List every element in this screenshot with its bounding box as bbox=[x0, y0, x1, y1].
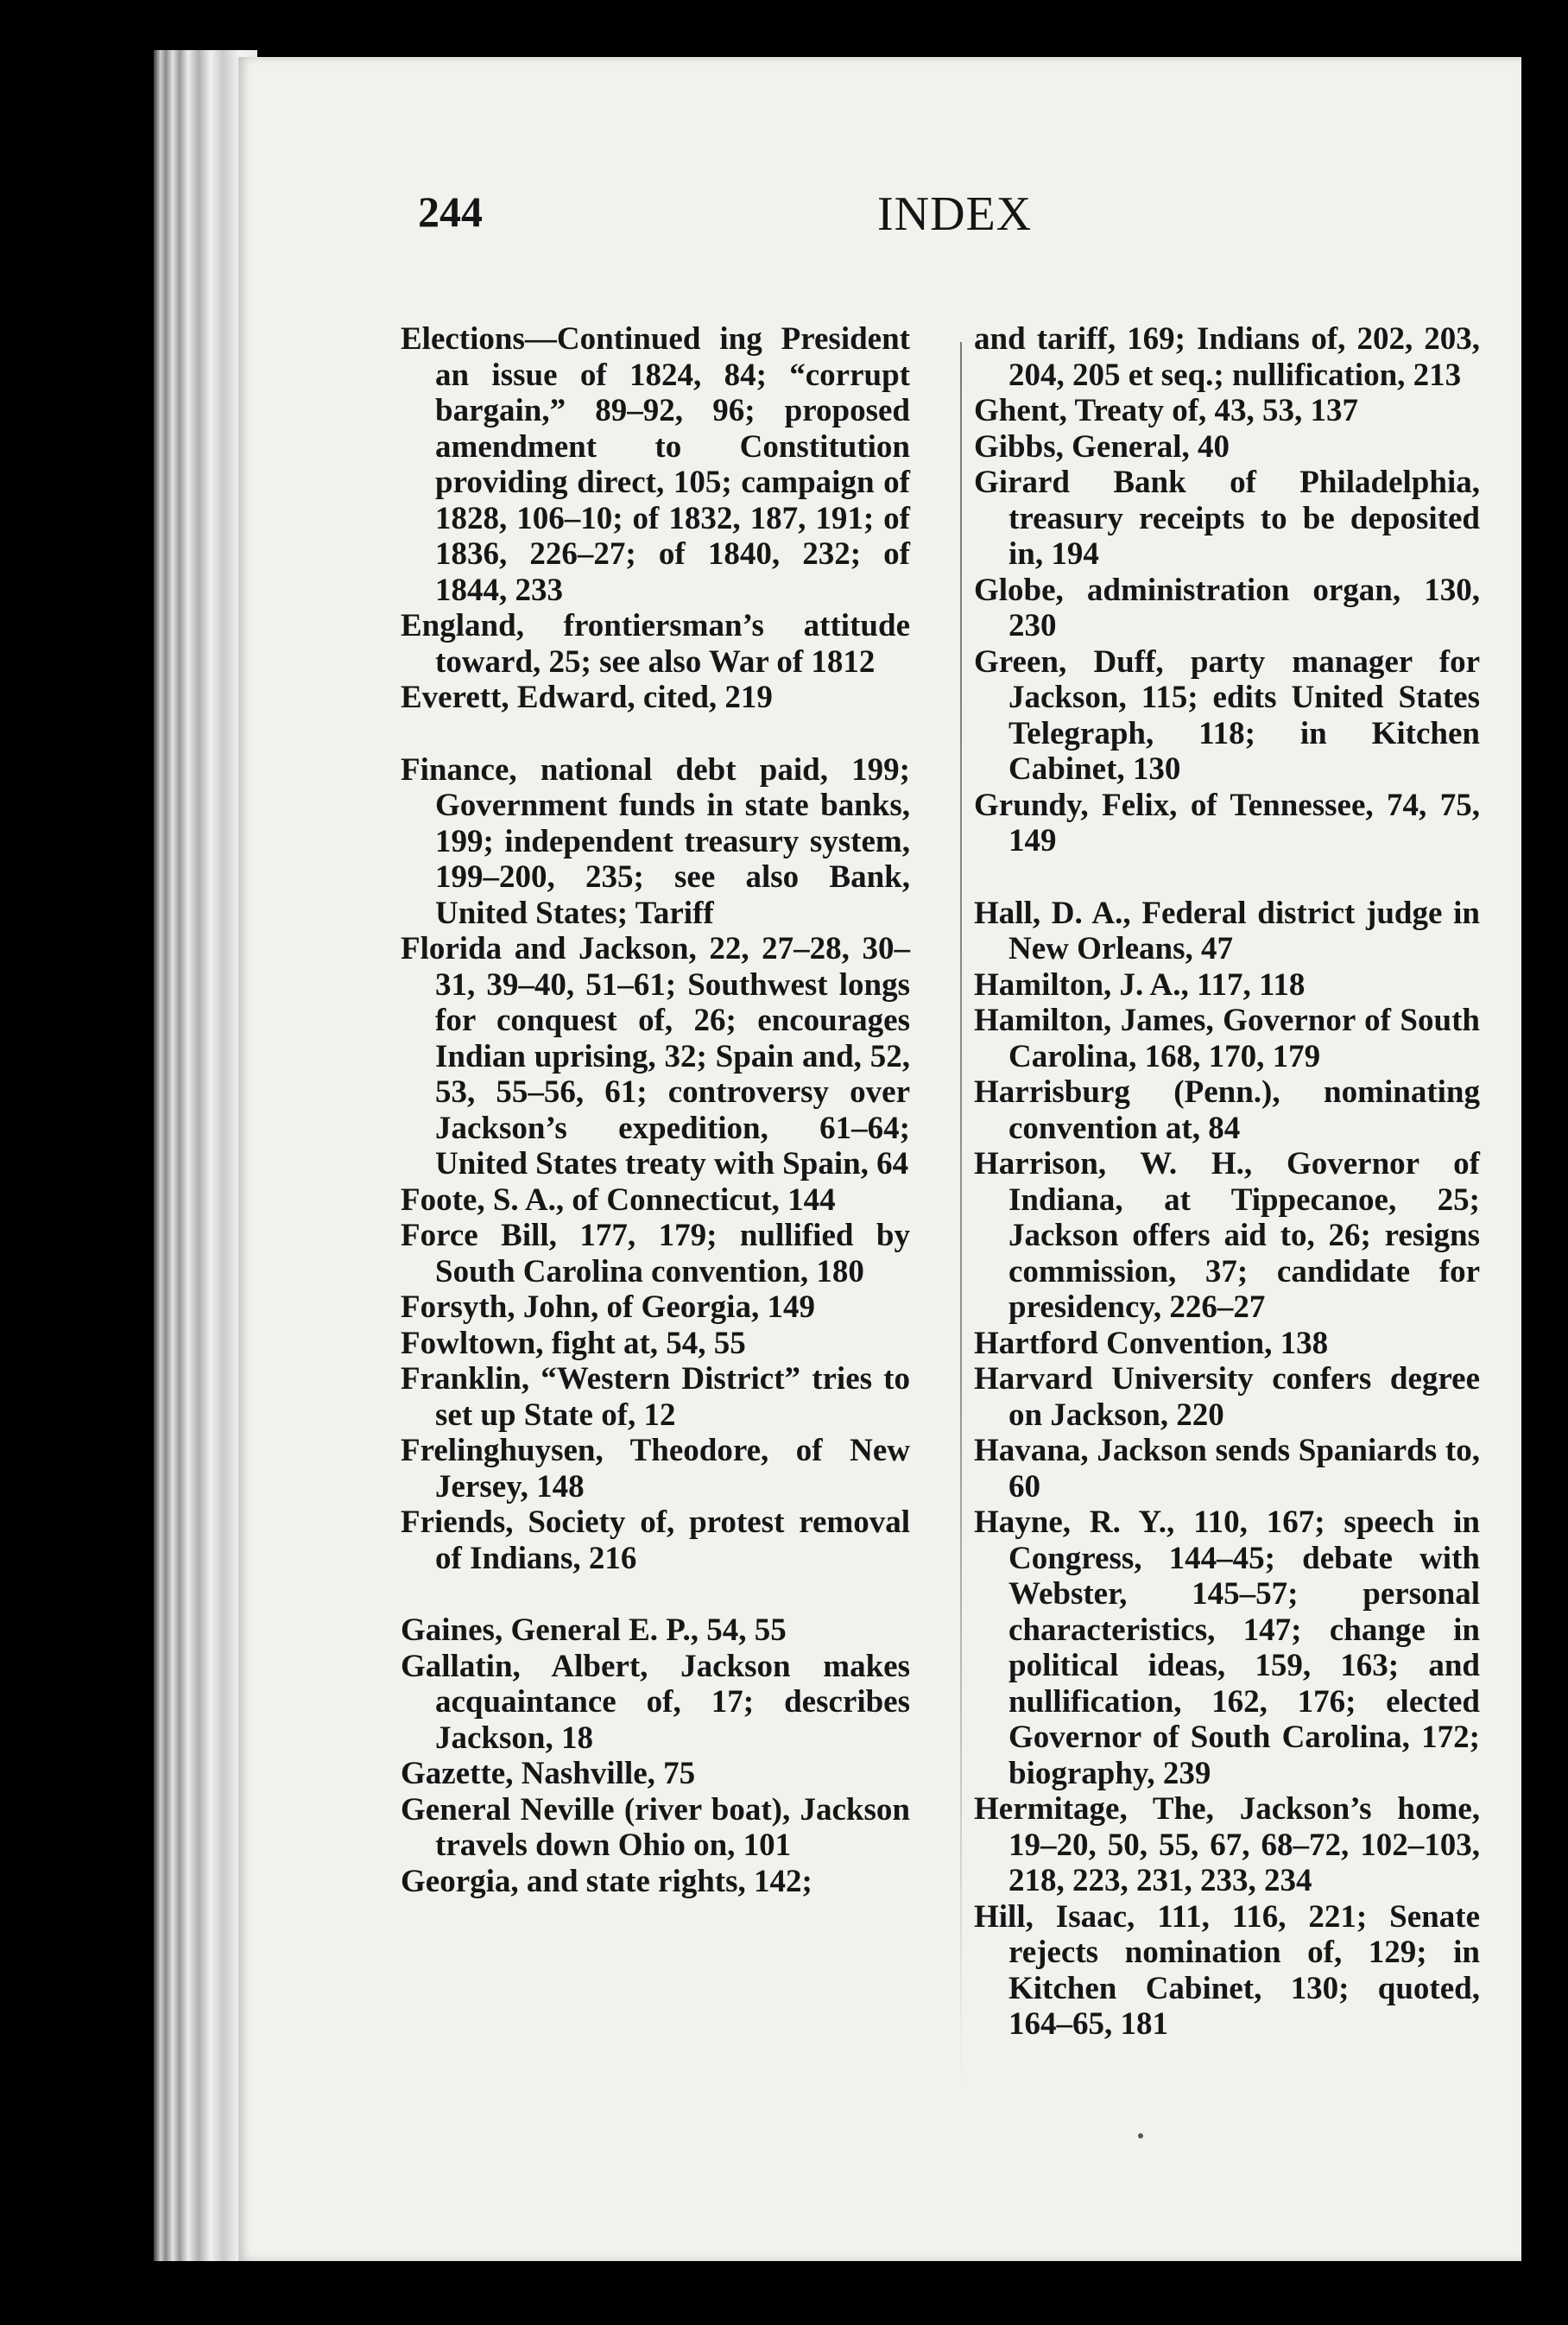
index-entry: Hall, D. A., Federal district judge in New Orleans, 47 bbox=[974, 895, 1480, 966]
index-entry: Frelinghuysen, Theodore, of New Jersey, 148 bbox=[401, 1433, 910, 1505]
running-head: INDEX bbox=[877, 187, 1033, 241]
index-entry: Georgia, and state rights, 142; bbox=[401, 1863, 812, 1899]
section-gap bbox=[401, 1576, 910, 1612]
index-column-left bbox=[401, 321, 910, 1899]
index-entry: England, frontiersman’s attitude toward, 25; see also War of 1812 bbox=[401, 608, 910, 680]
section-gap bbox=[401, 716, 910, 752]
index-entry: Foote, S. A., of Connecticut, 144 bbox=[401, 1182, 836, 1218]
index-entry: Harrisburg (Penn.), nominating convention at, 84 bbox=[974, 1074, 1480, 1146]
index-entry: Force Bill, 177, 179; nullified by South Carolina convention, 180 bbox=[401, 1218, 910, 1289]
index-entry: General Neville (river boat), Jackson travels down Ohio on, 101 bbox=[401, 1791, 910, 1863]
index-entry: Gallatin, Albert, Jackson makes acquaintance of, 17; describes Jackson, 18 bbox=[401, 1648, 910, 1756]
index-entry: Gaines, General E. P., 54, 55 bbox=[401, 1612, 787, 1648]
index-entry: Grundy, Felix, of Tennessee, 74, 75, 149 bbox=[974, 787, 1480, 858]
index-entry: Hartford Convention, 138 bbox=[974, 1325, 1329, 1361]
page-mark bbox=[1138, 2133, 1143, 2138]
page-header bbox=[238, 187, 1521, 256]
index-entry: Girard Bank of Philadelphia, treasury receipts to be deposited in, 194 bbox=[974, 465, 1480, 572]
index-entry: Globe, administration organ, 130, 230 bbox=[974, 572, 1480, 643]
index-entry: Franklin, “Western District” tries to set up State of, 12 bbox=[401, 1361, 910, 1433]
page-number: 244 bbox=[418, 187, 483, 236]
index-entry: Gazette, Nashville, 75 bbox=[401, 1756, 696, 1791]
index-entry: Finance, national debt paid, 199; Government funds in state banks, 199; independent treasury system, 199–200, 235; see also Bank, United States; Tariff bbox=[401, 751, 910, 931]
index-entry: Forsyth, John, of Georgia, 149 bbox=[401, 1289, 815, 1325]
index-column-right bbox=[974, 321, 1480, 2043]
index-entry: Hermitage, The, Jackson’s home, 19–20, 50, 55, 67, 68–72, 102–103, 218, 223, 231, 233, 234 bbox=[974, 1791, 1480, 1898]
index-entry: Friends, Society of, protest removal of Indians, 216 bbox=[401, 1505, 910, 1576]
index-entry: Harrison, W. H., Governor of Indiana, at Tippecanoe, 25; Jackson offers aid to, 26; resigns commission, 37; candidate for presidency, 226–27 bbox=[974, 1146, 1480, 1325]
index-entry: Green, Duff, party manager for Jackson, 115; edits United States Telegraph, 118; in Kitchen Cabinet, 130 bbox=[974, 643, 1480, 787]
index-entry: Hill, Isaac, 111, 116, 221; Senate rejects nomination of, 129; in Kitchen Cabinet, 130; quoted, 164–65, 181 bbox=[974, 1898, 1480, 2042]
index-entry: Hamilton, J. A., 117, 118 bbox=[974, 966, 1306, 1003]
section-gap bbox=[974, 859, 1480, 896]
index-entry: Gibbs, General, 40 bbox=[974, 428, 1230, 465]
book-page bbox=[238, 57, 1521, 2261]
column-divider bbox=[960, 342, 962, 2087]
index-entry: Fowltown, fight at, 54, 55 bbox=[401, 1325, 746, 1361]
index-entry: and tariff, 169; Indians of, 202, 203, 204, 205 et seq.; nullification, 213 bbox=[974, 321, 1480, 393]
index-entry: Florida and Jackson, 22, 27–28, 30–31, 39–40, 51–61; Southwest longs for conquest of, 26; encourages Indian uprising, 32; Spain and, 52, 53, 55–56, 61; controversy over Jackson’s expedition, 61–64; United States treaty with Spain, 64 bbox=[401, 931, 910, 1182]
index-entry: Harvard University confers degree on Jackson, 220 bbox=[974, 1361, 1480, 1433]
index-entry: Everett, Edward, cited, 219 bbox=[401, 680, 773, 715]
index-entry: Havana, Jackson sends Spaniards to, 60 bbox=[974, 1433, 1480, 1505]
index-entry: Hamilton, James, Governor of South Carolina, 168, 170, 179 bbox=[974, 1003, 1480, 1074]
index-entry: Elections—Continued ing President an issue of 1824, 84; “corrupt bargain,” 89–92, 96; proposed amendment to Constitution providing direct, 105; campaign of 1828, 106–10; of 1832, 187, 191; of 1836, 226–27; of 1840, 232; of 1844, 233 bbox=[401, 321, 910, 608]
index-entry: Ghent, Treaty of, 43, 53, 137 bbox=[974, 393, 1359, 428]
index-entry: Hayne, R. Y., 110, 167; speech in Congress, 144–45; debate with Webster, 145–57; personal characteristics, 147; change in political ideas, 159, 163; and nullification, 162, 176; elected Governor of South Carolina, 172; biography, 239 bbox=[974, 1505, 1480, 1791]
